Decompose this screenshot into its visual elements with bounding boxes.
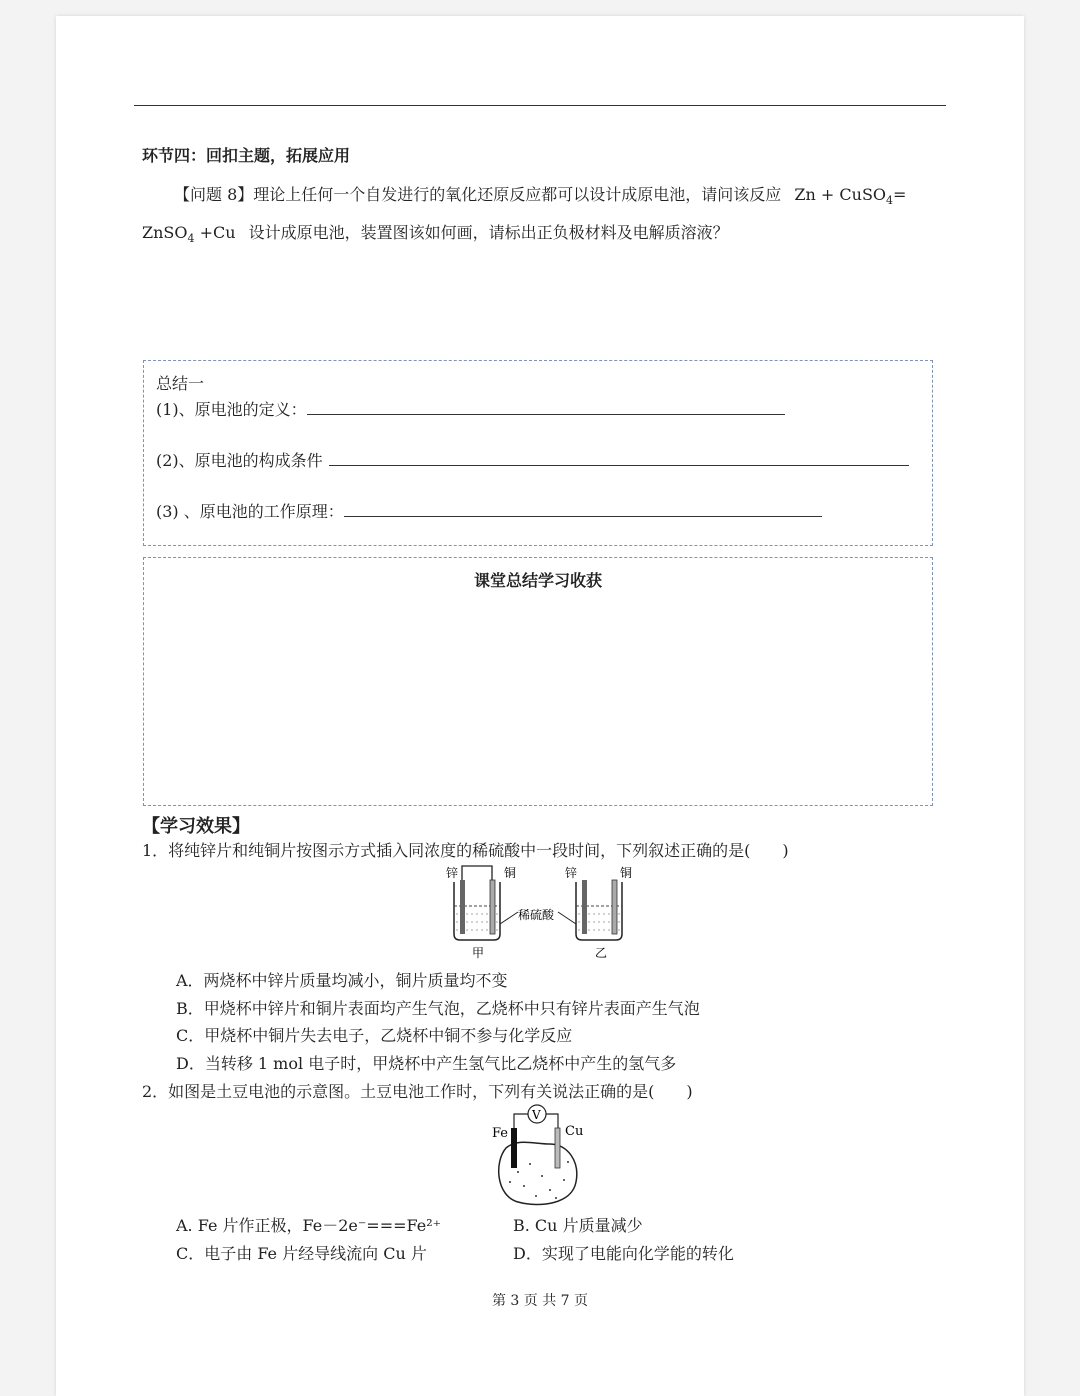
fig-label-jia: 甲 (472, 946, 485, 960)
answer-blank-3[interactable] (344, 516, 822, 517)
q1-option-c[interactable]: C．甲烧杯中铜片失去电子，乙烧杯中铜不参与化学反应 (176, 1026, 573, 1045)
fe-electrode (511, 1128, 517, 1168)
potato (499, 1142, 577, 1204)
question-8-line1 (174, 182, 906, 207)
question-8-text2: 设计成原电池，装置图该如何画，请标出正负极材料及电解质溶液？ (248, 223, 729, 242)
answer-blank-2[interactable] (329, 465, 909, 466)
summary-item-1: (1)、原电池的定义： (156, 397, 785, 420)
q1-option-b[interactable]: B．甲烧杯中锌片和铜片表面均产生气泡，乙烧杯中只有锌片表面产生气泡 (176, 999, 700, 1018)
cu-electrode (555, 1128, 560, 1168)
header-rule (134, 105, 946, 106)
summary-item-2: (2)、原电池的构成条件 (156, 448, 909, 471)
fig-label-zn-1: 锌 (446, 866, 459, 880)
equation-right: ZnSO$_4$ +Cu (142, 223, 236, 246)
fig-label-v: V (532, 1108, 541, 1122)
fig-label-cu-1: 铜 (504, 866, 517, 880)
page-number: 第 3 页 共 7 页 (491, 1293, 589, 1309)
question-8-text1: 理论上任何一个自发进行的氧化还原反应都可以设计成原电池，请问该反应 (253, 185, 782, 204)
beaker-figure (436, 862, 646, 962)
q2-option-d[interactable]: D．实现了电能向化学能的转化 (513, 1244, 734, 1263)
fig-label-cu: Cu (565, 1124, 584, 1139)
summary-item-3: (3) 、原电池的工作原理： (156, 499, 822, 522)
summary-title: 总结一 (156, 374, 205, 393)
learning-heading: 【学习效果】 (142, 816, 250, 837)
fig-label-yi: 乙 (595, 946, 608, 960)
fig-label-fe: Fe (492, 1126, 509, 1141)
class-summary-box (143, 557, 933, 806)
question-8-label: 【问题 8】 (174, 185, 254, 204)
q2-option-a[interactable]: A. Fe 片作正极，Fe－2e⁻===Fe²⁺ (176, 1216, 442, 1235)
fig-label-zn-2: 锌 (565, 866, 578, 880)
potato-battery-figure (488, 1102, 598, 1212)
cu-electrode-yi (612, 880, 617, 934)
equation-left: Zn + CuSO$_4$= (794, 185, 907, 208)
zn-electrode-jia (460, 880, 465, 934)
q1-option-a[interactable]: A．两烧杯中锌片质量均减小，铜片质量均不变 (176, 971, 508, 990)
fig-label-cu-2: 铜 (620, 866, 633, 880)
answer-blank-1[interactable] (307, 414, 785, 415)
zn-electrode-yi (582, 880, 587, 934)
cu-electrode-jia (490, 880, 495, 934)
q1-option-d[interactable]: D．当转移 1 mol 电子时，甲烧杯中产生氢气比乙烧杯中产生的氢气多 (176, 1054, 677, 1073)
question-1-stem: 1．将纯锌片和纯铜片按图示方式插入同浓度的稀硫酸中一段时间，下列叙述正确的是( ) (142, 841, 789, 860)
question-8-line2 (142, 220, 729, 245)
q2-option-b[interactable]: B. Cu 片质量减少 (513, 1216, 643, 1235)
fig-label-acid: 稀硫酸 (518, 908, 555, 922)
class-summary-title: 课堂总结学习收获 (473, 571, 602, 590)
question-2-stem: 2．如图是土豆电池的示意图。土豆电池工作时，下列有关说法正确的是( ) (142, 1082, 693, 1101)
q2-option-c[interactable]: C．电子由 Fe 片经导线流向 Cu 片 (176, 1244, 427, 1263)
section-heading: 环节四：回扣主题，拓展应用 (142, 146, 351, 165)
